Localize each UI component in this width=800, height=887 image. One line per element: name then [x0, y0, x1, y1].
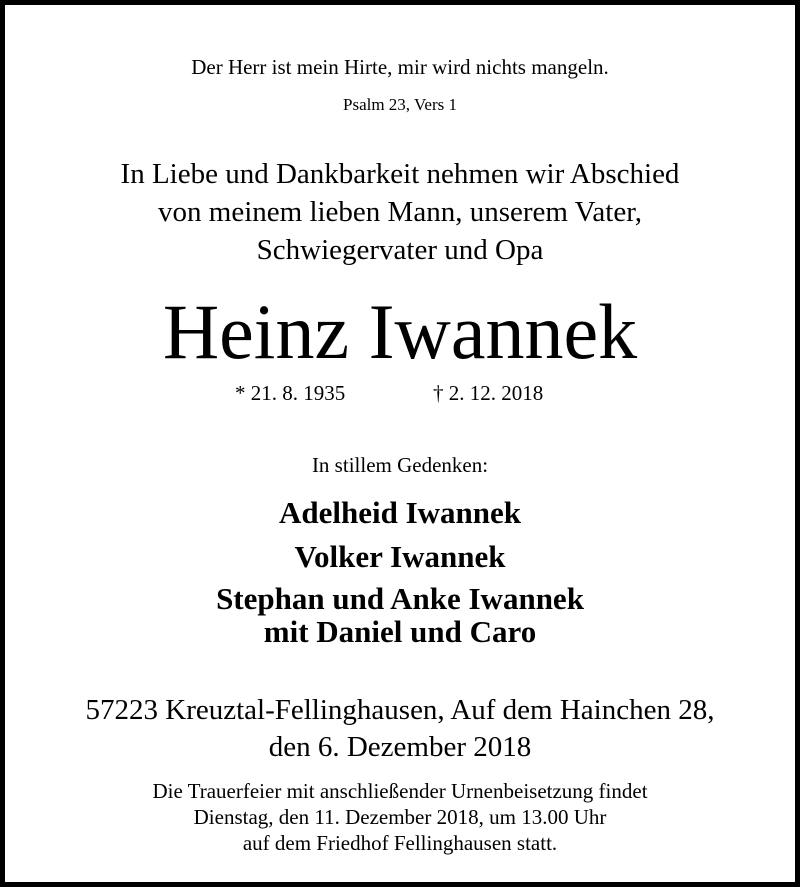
psalm-quote: Der Herr ist mein Hirte, mir wird nichts mangeln.	[191, 55, 609, 79]
service-line: Dienstag, den 11. Dezember 2018, um 13.00 Uhr	[193, 805, 607, 829]
deceased-name: Heinz Iwannek	[162, 288, 638, 375]
date-line: den 6. Dezember 2018	[268, 731, 532, 763]
mourner-family	[5, 582, 795, 648]
mourner-name: Adelheid Iwannek	[278, 495, 522, 530]
death-date: † 2. 12. 2018	[433, 381, 544, 405]
mourner-name: mit Daniel und Caro	[263, 614, 537, 649]
intro-line: In Liebe und Dankbarkeit nehmen wir Abschied	[120, 158, 680, 190]
mourner-name: Volker Iwannek	[294, 539, 506, 574]
place-and-date	[5, 692, 795, 766]
mourner-name: Stephan und Anke Iwannek	[216, 581, 584, 616]
birth-date: * 21. 8. 1935	[235, 381, 346, 405]
address-line: 57223 Kreuztal-Fellinghausen, Auf dem Hainchen 28,	[85, 694, 715, 726]
service-line: auf dem Friedhof Fellinghausen statt.	[242, 831, 558, 855]
funeral-service-info	[5, 778, 795, 856]
intro-line: Schwiegervater und Opa	[256, 234, 544, 266]
intro-text	[5, 155, 795, 269]
intro-line: von meinem lieben Mann, unserem Vater,	[158, 196, 642, 228]
remembrance-heading: In stillem Gedenken:	[311, 453, 489, 477]
psalm-reference: Psalm 23, Vers 1	[343, 95, 457, 114]
service-line: Die Trauerfeier mit anschließender Urnenbeisetzung findet	[152, 779, 648, 803]
